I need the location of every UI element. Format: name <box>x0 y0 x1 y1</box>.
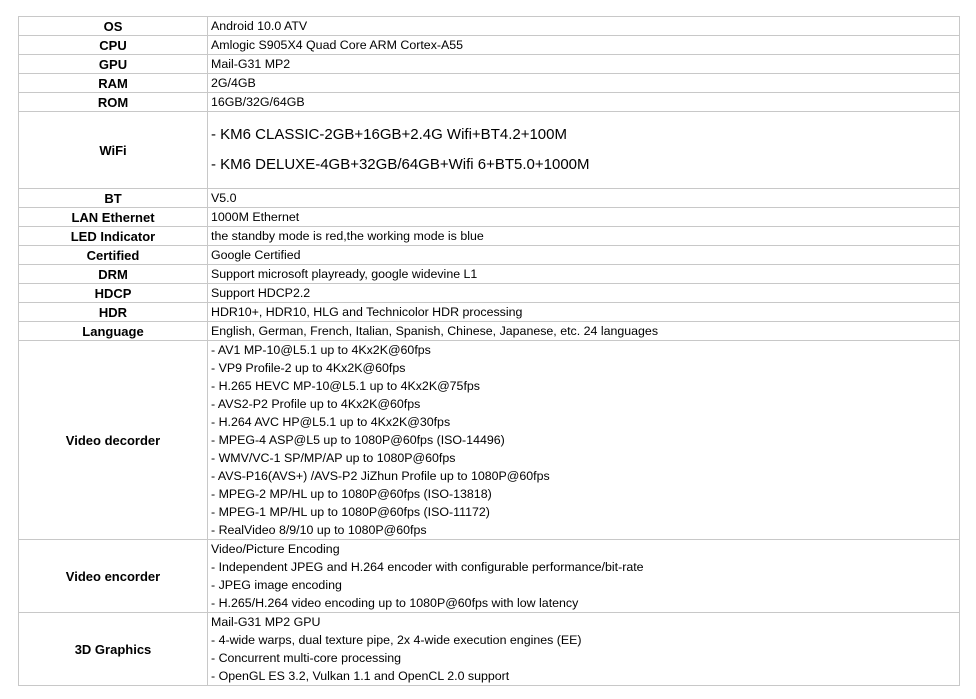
spec-value-line: - H.264 AVC HP@L5.1 up to 4Kx2K@30fps <box>211 415 451 429</box>
spec-label: BT <box>19 189 208 208</box>
spec-value-line: - AV1 MP-10@L5.1 up to 4Kx2K@60fps <box>211 343 431 357</box>
spec-label: RAM <box>19 74 208 93</box>
spec-row-video-decoder <box>19 341 960 540</box>
spec-label: Video encorder <box>19 540 208 613</box>
spec-label: HDCP <box>19 284 208 303</box>
spec-label: LAN Ethernet <box>19 208 208 227</box>
spec-value: Mail-G31 MP2 <box>208 55 960 74</box>
spec-value: 16GB/32G/64GB <box>208 93 960 112</box>
spec-value-line: - MPEG-2 MP/HL up to 1080P@60fps (ISO-13818) <box>211 487 492 501</box>
spec-row-drm <box>19 265 960 284</box>
spec-label: HDR <box>19 303 208 322</box>
spec-value: 2G/4GB <box>208 74 960 93</box>
spec-value-line: - H.265 HEVC MP-10@L5.1 up to 4Kx2K@75fps <box>211 379 480 393</box>
spec-row-hdcp <box>19 284 960 303</box>
spec-label: WiFi <box>19 112 208 189</box>
spec-value-line: - KM6 CLASSIC-2GB+16GB+2.4G Wifi+BT4.2+100M <box>211 126 567 143</box>
spec-row-lan <box>19 208 960 227</box>
spec-row-os <box>19 17 960 36</box>
spec-label: LED Indicator <box>19 227 208 246</box>
spec-value-line: - Concurrent multi-core processing <box>211 651 402 665</box>
spec-label: ROM <box>19 93 208 112</box>
spec-row-3d-graphics <box>19 613 960 686</box>
spec-row-wifi <box>19 112 960 189</box>
spec-value-line: - Independent JPEG and H.264 encoder with configurable performance/bit-rate <box>211 560 644 574</box>
spec-value-line: - H.265/H.264 video encoding up to 1080P@60fps with low latency <box>211 596 579 610</box>
spec-value: Support HDCP2.2 <box>208 284 960 303</box>
spec-value: Support microsoft playready, google widevine L1 <box>208 265 960 284</box>
spec-row-ram <box>19 74 960 93</box>
spec-value: English, German, French, Italian, Spanish, Chinese, Japanese, etc. 24 languages <box>208 322 960 341</box>
spec-value-line: Mail-G31 MP2 GPU <box>211 615 321 629</box>
spec-label: GPU <box>19 55 208 74</box>
spec-value: Google Certified <box>208 246 960 265</box>
spec-row-cpu <box>19 36 960 55</box>
spec-label: Video decorder <box>19 341 208 540</box>
spec-label: 3D Graphics <box>19 613 208 686</box>
spec-value: HDR10+, HDR10, HLG and Technicolor HDR processing <box>208 303 960 322</box>
spec-value: Amlogic S905X4 Quad Core ARM Cortex-A55 <box>208 36 960 55</box>
spec-value: 1000M Ethernet <box>208 208 960 227</box>
spec-value <box>208 613 960 686</box>
spec-value-line: - MPEG-1 MP/HL up to 1080P@60fps (ISO-11172) <box>211 505 490 519</box>
spec-value-line: - VP9 Profile-2 up to 4Kx2K@60fps <box>211 361 406 375</box>
spec-value-line: - AVS2-P2 Profile up to 4Kx2K@60fps <box>211 397 421 411</box>
spec-row-hdr <box>19 303 960 322</box>
spec-label: OS <box>19 17 208 36</box>
spec-row-bt <box>19 189 960 208</box>
spec-row-gpu <box>19 55 960 74</box>
spec-value: Android 10.0 ATV <box>208 17 960 36</box>
spec-value-line: - KM6 DELUXE-4GB+32GB/64GB+Wifi 6+BT5.0+1000M <box>211 156 590 173</box>
spec-table <box>18 16 960 686</box>
spec-value: the standby mode is red,the working mode is blue <box>208 227 960 246</box>
spec-value-line: - JPEG image encoding <box>211 578 342 592</box>
spec-label: CPU <box>19 36 208 55</box>
spec-value-line: - MPEG-4 ASP@L5 up to 1080P@60fps (ISO-14496) <box>211 433 505 447</box>
spec-label: DRM <box>19 265 208 284</box>
spec-value: V5.0 <box>208 189 960 208</box>
spec-label: Certified <box>19 246 208 265</box>
spec-value-line: - RealVideo 8/9/10 up to 1080P@60fps <box>211 523 427 537</box>
spec-row-video-encoder <box>19 540 960 613</box>
spec-value-line: - OpenGL ES 3.2, Vulkan 1.1 and OpenCL 2.0 support <box>211 669 510 683</box>
spec-value-line: - 4-wide warps, dual texture pipe, 2x 4-wide execution engines (EE) <box>211 633 582 647</box>
spec-row-rom <box>19 93 960 112</box>
spec-label: Language <box>19 322 208 341</box>
spec-row-language <box>19 322 960 341</box>
spec-row-certified <box>19 246 960 265</box>
spec-value-line: - AVS-P16(AVS+) /AVS-P2 JiZhun Profile up to 1080P@60fps <box>211 469 550 483</box>
spec-value-line: Video/Picture Encoding <box>211 542 340 556</box>
spec-value-line: - WMV/VC-1 SP/MP/AP up to 1080P@60fps <box>211 451 456 465</box>
spec-value <box>208 540 960 613</box>
spec-value <box>208 112 960 189</box>
spec-value <box>208 341 960 540</box>
spec-row-led <box>19 227 960 246</box>
